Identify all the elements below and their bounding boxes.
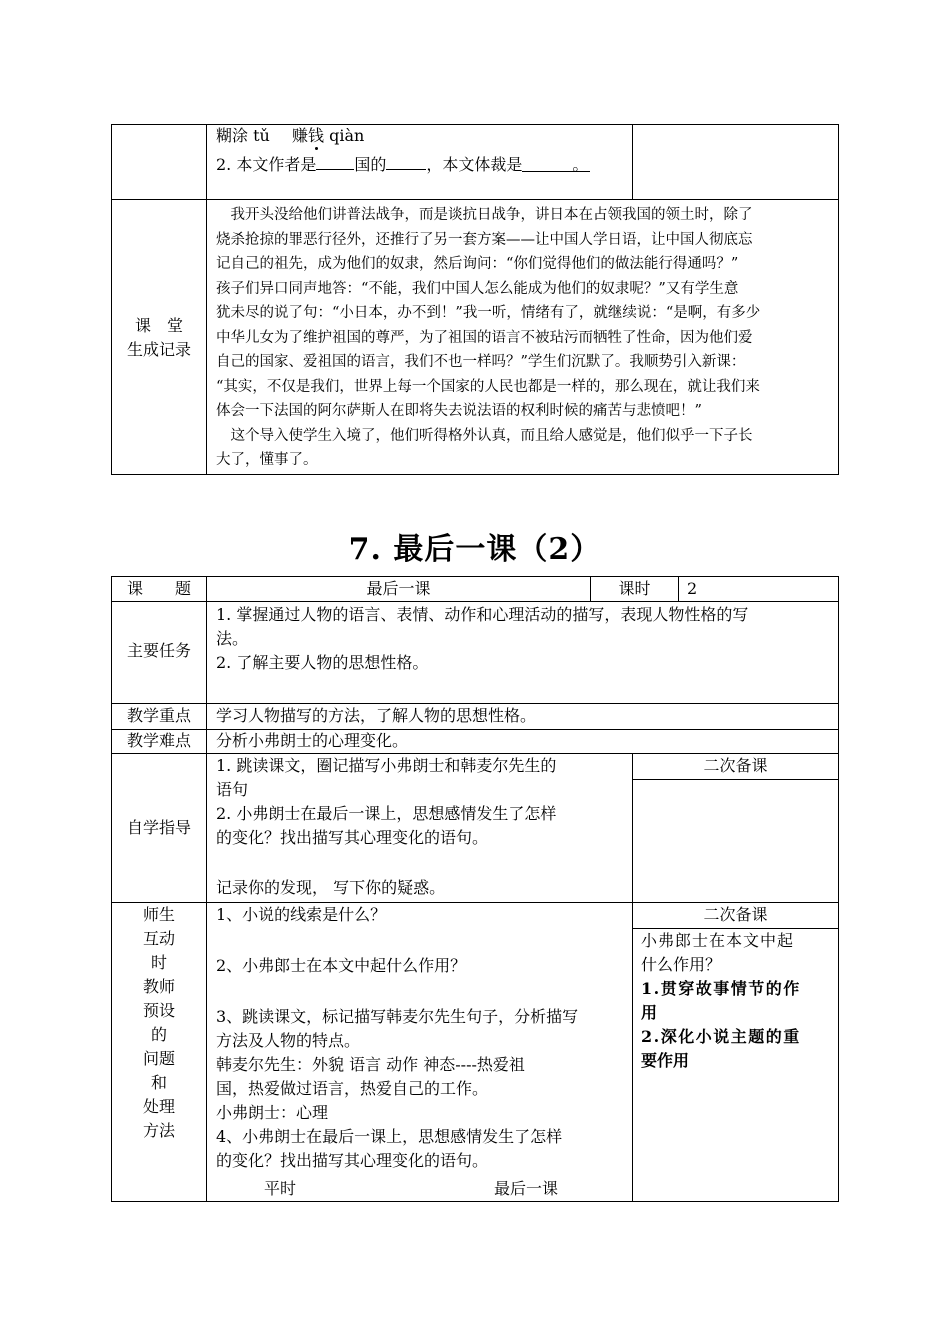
question-2: 2. 本文作者是 国的 ，本文体裁是 。	[216, 151, 590, 177]
second-prep-header: 二次备课	[703, 756, 768, 775]
interaction-label: 师生 互动 时 教师 预设 的 问题 和 处理 方法	[142, 905, 175, 1140]
record-line: 烧杀抢掠的罪恶行径外，还推行了另一套方案——让中国人学日语，让中国人彻底忘	[216, 231, 753, 248]
topic-label: 课 题	[126, 579, 191, 598]
record-line: 我开头没给他们讲普法战争，而是谈抗日战争，讲日本在占领我国的领土时，除了	[216, 207, 753, 223]
record-line: 这个导入使学生入境了，他们听得格外认真，而且给人感觉是，他们似乎一下子长	[216, 427, 753, 444]
pinyin-tu: tǔ	[253, 126, 270, 145]
tasks-text: 1. 掌握通过人物的语言、表情、动作和心理活动的描写，表现人物性格的写 法。 2. 了解主要人物的思想性格。	[216, 605, 749, 672]
record-line: “其实，不仅是我们，世界上每一个国家的人民也都是一样的，那么现在，就让我们来	[216, 378, 760, 395]
second-prep-header-2: 二次备课	[703, 905, 768, 924]
blank-author[interactable]	[316, 151, 354, 170]
selfstudy-label: 自学指导	[126, 818, 191, 837]
difficulty-label: 教学难点	[126, 731, 191, 750]
record-line: 孩子们异口同声地答：“不能，我们中国人怎么能成为他们的奴隶呢？”又有学生意	[216, 280, 739, 297]
pinyin-line	[216, 124, 364, 148]
record-label: 课 堂 生成记录	[126, 316, 191, 359]
record-line: 体会一下法国的阿尔萨斯人在即将失去说法语的权利时候的痛苦与悲愤吧！”	[216, 403, 702, 419]
pinyin-qian: qiàn	[329, 126, 365, 145]
record-line: 自己的国家、爱祖国的语言，我们不也一样吗？”学生们沉默了。我顺势引入新课：	[216, 354, 746, 370]
focus-label: 教学重点	[126, 706, 191, 725]
usual-label: 平时	[264, 1179, 297, 1198]
blank-nationality[interactable]	[386, 151, 426, 170]
record-line: 犹未尽的说了句：“小日本，办不到！”我一听，情绪有了，就继续说：“是啊，有多少	[216, 305, 761, 321]
focus-value: 学习人物描写的方法，了解人物的思想性格。	[216, 706, 537, 725]
second-prep-notes: 小弗郎士在本文中起 什么作用？ 1.贯穿故事情节的作 用 2.深化小说主题的重 要作用	[641, 931, 801, 1070]
interaction-text: 1、小说的线索是什么？ 2、小弗郎士在本文中起什么作用？ 3、跳读课文，标记描写韩麦尔先生句子，分析描写 方法及人物的特点。 韩麦尔先生：外貌 语言 动作 神态----热爱祖 国，热爱做过语言，热爱自己的工作。 小弗朗士：心理 4、小弗朗士在最后一课上，思想感情发生了怎样 的变化？找出描写其心理变化的语句。	[216, 905, 579, 1170]
record-text	[216, 203, 836, 473]
word-zhuan: 赚	[292, 126, 309, 145]
hours-label: 课时	[618, 579, 651, 598]
record-line: 大了，懂事了。	[216, 452, 318, 468]
tasks-label: 主要任务	[126, 641, 191, 660]
record-line: 中华儿女为了维护祖国的尊严，为了祖国的语言不被玷污而牺牲了性命，因为他们爱	[216, 329, 753, 346]
difficulty-value: 分析小弗朗士的心理变化。	[216, 731, 409, 750]
blank-genre[interactable]: 。	[522, 153, 590, 172]
record-line: 记自己的祖先，成为他们的奴隶，然后询问：“你们觉得他们的做法能行得通吗？”	[216, 256, 739, 272]
lesson-title: 7. 最后一课（2）	[348, 532, 602, 567]
last-lesson-label: 最后一课	[494, 1179, 559, 1198]
topic-value: 最后一课	[366, 579, 431, 598]
word-hutu: 糊涂	[216, 126, 249, 145]
selfstudy-text: 1. 跳读课文，圈记描写小弗朗士和韩麦尔先生的 语句 2. 小弗朗士在最后一课上，思想感情发生了怎样 的变化？找出描写其心理变化的语句。 记录你的发现， 写下你的疑惑。	[216, 756, 557, 897]
word-qian-dotted: 钱	[308, 126, 325, 145]
hours-value: 2	[687, 579, 698, 598]
